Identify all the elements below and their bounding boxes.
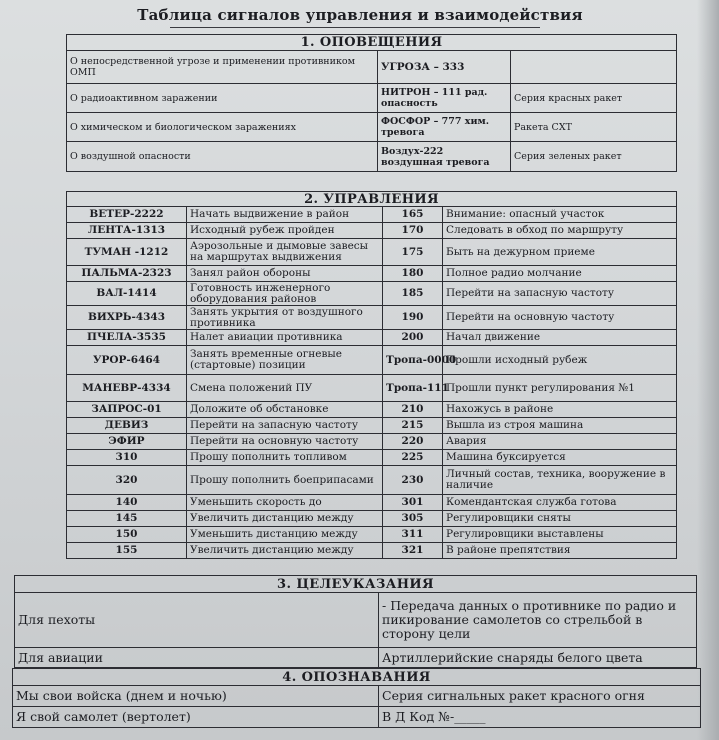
alert-extra [511,51,677,84]
signal-number-meaning: Вышла из строя машина [443,418,677,434]
table-row [67,223,677,239]
signal-code: 145 [67,511,187,527]
signal-code: 140 [67,495,187,511]
signal-number: 210 [383,402,443,418]
signal-number: 321 [383,543,443,559]
signal-number: 165 [383,207,443,223]
table-row [67,511,677,527]
section-2-heading: 2. УПРАВЛЕНИЯ [67,192,677,207]
signal-code: 155 [67,543,187,559]
paper-shadow [697,0,719,740]
signal-number-meaning: Авария [443,434,677,450]
signal-number-meaning: Перейти на основную частоту [443,306,677,330]
signal-number-meaning: В районе препятствия [443,543,677,559]
signal-code: УРОР-6464 [67,346,187,375]
alert-extra: Серия красных ракет [511,84,677,113]
alert-extra: Ракета СХТ [511,113,677,142]
signal-meaning: Занял район обороны [187,266,383,282]
signal-meaning: Исходный рубеж пройден [187,223,383,239]
signal-number: 305 [383,511,443,527]
signal-number: 170 [383,223,443,239]
signal-meaning: Аэрозольные и дымовые завесы на маршрутах выдвижения [187,239,383,266]
signal-meaning: Уменьшить дистанцию между [187,527,383,543]
signal-number-meaning: Следовать в обход по маршруту [443,223,677,239]
signal-number: 190 [383,306,443,330]
table-row [67,239,677,266]
signal-number-meaning: Начал движение [443,330,677,346]
alert-extra: Серия зеленых ракет [511,142,677,172]
control-table [66,191,677,559]
table-row [67,306,677,330]
alert-event: О непосредственной угрозе и применении противником ОМП [67,51,378,84]
signal-number-meaning: Нахожусь в районе [443,402,677,418]
signal-number: 220 [383,434,443,450]
signal-meaning: Начать выдвижение в район [187,207,383,223]
signal-number-meaning: Регулировщики выставлены [443,527,677,543]
table-row [67,282,677,306]
alert-event: О воздушной опасности [67,142,378,172]
identification-value: Серия сигнальных ракет красного огня [379,686,701,707]
signal-meaning: Перейти на основную частоту [187,434,383,450]
signal-code: 150 [67,527,187,543]
signal-meaning: Налет авиации противника [187,330,383,346]
targeting-value: - Передача данных о противнике по радио и пикирование самолетов со стрельбой в сторону цели [379,593,697,648]
table-row [67,402,677,418]
signal-meaning: Готовность инженерного оборудования районов [187,282,383,306]
targeting-label: Для авиации [15,648,379,668]
signal-code: МАНЕВР-4334 [67,375,187,402]
signal-code: ПЧЕЛА-3535 [67,330,187,346]
alert-code: Воздух-222 воздушная тревога [378,142,511,172]
alert-code: ФОСФОР – 777 хим. тревога [378,113,511,142]
signal-code: ЛЕНТА-1313 [67,223,187,239]
signal-meaning: Уменьшить скорость до [187,495,383,511]
document-title: Таблица сигналов управления и взаимодействия [137,6,583,24]
signal-meaning: Занять временные огневые (стартовые) позиции [187,346,383,375]
table-row [67,418,677,434]
identification-value: В Д Код №-_____ [379,707,701,728]
signal-number-meaning: Регулировщики сняты [443,511,677,527]
signal-code: ДЕВИЗ [67,418,187,434]
signal-number: 185 [383,282,443,306]
signal-code: ЭФИР [67,434,187,450]
signal-number: 225 [383,450,443,466]
identification-label: Я свой самолет (вертолет) [13,707,379,728]
signal-meaning: Смена положений ПУ [187,375,383,402]
signal-meaning: Перейти на запасную частоту [187,418,383,434]
signal-number: 230 [383,466,443,495]
signal-code: 310 [67,450,187,466]
table-row [67,330,677,346]
table-row [67,495,677,511]
table-row [67,375,677,402]
signal-meaning: Увеличить дистанцию между [187,511,383,527]
signal-meaning: Прошу пополнить топливом [187,450,383,466]
table-row [67,346,677,375]
alert-event: О химическом и биологическом заражениях [67,113,378,142]
table-row [67,434,677,450]
table-row [67,266,677,282]
signal-code: ТУМАН -1212 [67,239,187,266]
signal-number-meaning: Полное радио молчание [443,266,677,282]
alerts-table [66,34,677,172]
signal-number-meaning: Внимание: опасный участок [443,207,677,223]
signal-number-meaning: Прошли пункт регулирования №1 [443,375,677,402]
signal-number: 311 [383,527,443,543]
table-row [67,527,677,543]
table-row [67,207,677,223]
signal-code: ВИХРЬ-4343 [67,306,187,330]
signal-meaning: Прошу пополнить боеприпасами [187,466,383,495]
alert-code: НИТРОН – 111 рад. опасность [378,84,511,113]
targeting-label: Для пехоты [15,593,379,648]
signal-code: ПАЛЬМА-2323 [67,266,187,282]
signal-number-meaning: Комендантская служба готова [443,495,677,511]
section-3-heading: 3. ЦЕЛЕУКАЗАНИЯ [15,576,697,593]
signal-number: Тропа-111 [383,375,443,402]
signal-code: ЗАПРОС-01 [67,402,187,418]
signal-code: 320 [67,466,187,495]
signal-number: 215 [383,418,443,434]
signal-number: Тропа-0000 [383,346,443,375]
signal-meaning: Увеличить дистанцию между [187,543,383,559]
alert-code: УГРОЗА – 333 [378,51,511,84]
section-1-heading: 1. ОПОВЕЩЕНИЯ [67,35,677,51]
signal-number-meaning: Быть на дежурном приеме [443,239,677,266]
title-underline [170,27,540,28]
section-4-heading: 4. ОПОЗНАВАНИЯ [13,669,701,686]
signal-code: ВАЛ-1414 [67,282,187,306]
signal-code: ВЕТЕР-2222 [67,207,187,223]
table-row [67,466,677,495]
signal-number: 180 [383,266,443,282]
signal-number-meaning: Прошли исходный рубеж [443,346,677,375]
signal-number: 200 [383,330,443,346]
identification-label: Мы свои войска (днем и ночью) [13,686,379,707]
table-row [67,543,677,559]
signal-meaning: Доложите об обстановке [187,402,383,418]
signal-number-meaning: Перейти на запасную частоту [443,282,677,306]
signal-meaning: Занять укрытия от воздушного противника [187,306,383,330]
signal-number-meaning: Машина буксируется [443,450,677,466]
targeting-table [14,575,697,668]
table-row [67,450,677,466]
targeting-value: Артиллерийские снаряды белого цвета [379,648,697,668]
identification-table [12,668,701,728]
alert-event: О радиоактивном заражении [67,84,378,113]
signal-number-meaning: Личный состав, техника, вооружение в наличие [443,466,677,495]
signal-number: 301 [383,495,443,511]
signal-number: 175 [383,239,443,266]
